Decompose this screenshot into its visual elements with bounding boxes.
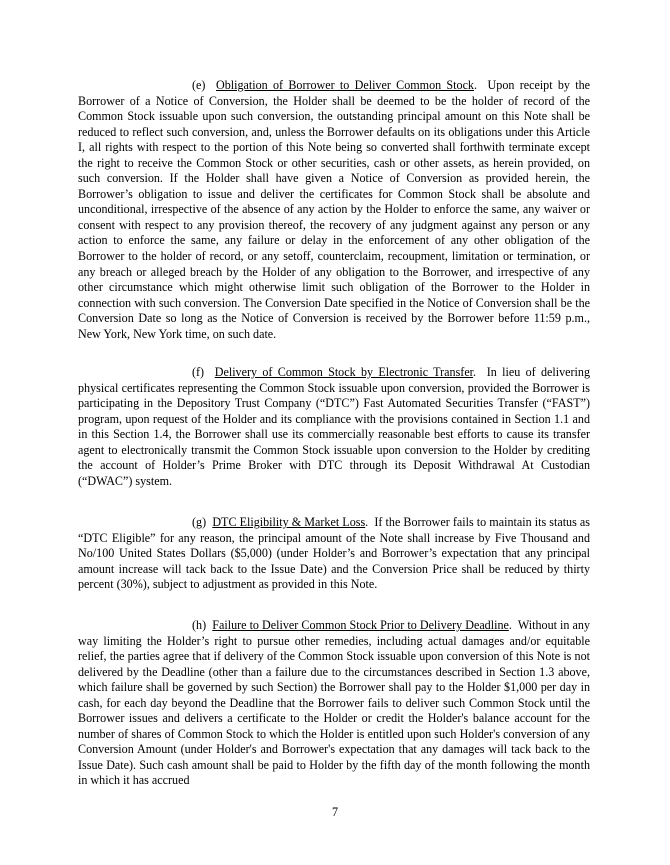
section-h-label: (h) [192,618,207,632]
section-h-paragraph: (h) Failure to Deliver Common Stock Prior to Delivery Deadline. Without in any way limiting the Holder’s right to pursue other remedies, including actual damages and/or equitable relief, the parties agree that if delivery of the Common Stock issuable upon conversion of this Note is not delivered by the Deadline (other than a failure due to the circumstances described in Section 1.3 above, which failure shall be governed by such Section) the Borrower shall pay to the Holder $1,000 per day in cash, for each day beyond the Deadline that the Borrower fails to deliver such Common Stock until the Borrower issues and delivers a certificate to the Holder or credit the Holder's balance account for the number of shares of Common Stock to which the Holder is entitled upon such Holder's conversion of any Conversion Amount (under Holder's and Borrower's expectation that any damages will tack back to the Issue Date). Such cash amount shall be paid to Holder by the fifth day of the month following the month in which it has accrued [78,618,590,788]
section-g-heading: DTC Eligibility & Market Loss [212,515,366,529]
section-f-label: (f) [192,365,205,379]
section-e-body: Upon receipt by the Borrower of a Notice of Conversion, the Holder shall be deemed to be the holder of record of the Common Stock issuable upon such conversion, the outstanding principal amount on this Note shall be reduced to reflect such conversion, and, unless the Borrower defaults on its obligations under this Article I, all rights with respect to the portion of this Note being so converted shall forthwith terminate except the right to receive the Common Stock or other securities, cash or other assets, as herein provided, on such conversion. If the Holder shall have given a Notice of Conversion as provided herein, the Borrower’s obligation to issue and deliver the certificates for Common Stock shall be absolute and unconditional, irrespective of the absence of any action by the Holder to enforce the same, any waiver or consent with respect to any provision thereof, the recovery of any judgment against any person or any action to enforce the same, any failure or delay in the enforcement of any other obligation of the Borrower to the holder of record, or any setoff, counterclaim, recoupment, limitation or termination, or any breach or alleged breach by the Holder of any obligation to the Borrower, and irrespective of any other circumstance which might otherwise limit such obligation of the Borrower to the Holder in connection with such conversion. The Conversion Date specified in the Notice of Conversion shall be the Conversion Date so long as the Notice of Conversion is received by the Borrower before 11:59 p.m., New York, New York time, on such date. [78,78,590,341]
section-h-body: Without in any way limiting the Holder’s right to pursue other remedies, including actual damages and/or equitable relief, the parties agree that if delivery of the Common Stock issuable upon conversion of this Note is not delivered by the Deadline (other than a failure due to the circumstances described in Section 1.3 above, which failure shall be governed by such Section) the Borrower shall pay to the Holder $1,000 per day in cash, for each day beyond the Deadline that the Borrower fails to deliver such Common Stock until the Borrower issues and delivers a certificate to the Holder or credit the Holder's balance account for the number of shares of Common Stock to which the Holder is entitled upon such Holder's conversion of any Conversion Amount (under Holder's and Borrower's expectation that any damages will tack back to the Issue Date). Such cash amount shall be paid to Holder by the fifth day of the month following the month in which it has accrued [78,618,590,788]
section-h-heading: Failure to Deliver Common Stock Prior to Delivery Deadline [212,618,509,632]
section-g-paragraph: (g) DTC Eligibility & Market Loss. If the Borrower fails to maintain its status as “DTC Eligible” for any reason, the principal amount of the Note shall increase by Five Thousand and No/100 United States Dollars ($5,000) (under Holder’s and Borrower’s expectation that any principal amount increase will tack back to the Issue Date) and the Conversion Price shall be reduced by thirty percent (30%), subject to adjustment as provided in this Note. [78,515,590,592]
page-number: 7 [331,805,339,819]
section-e-paragraph: (e) Obligation of Borrower to Deliver Common Stock. Upon receipt by the Borrower of a Notice of Conversion, the Holder shall be deemed to be the holder of record of the Common Stock issuable upon such conversion, the outstanding principal amount on this Note shall be reduced to reflect such conversion, and, unless the Borrower defaults on its obligations under this Article I, all rights with respect to the portion of this Note being so converted shall forthwith terminate except the right to receive the Common Stock or other securities, cash or other assets, as herein provided, on such conversion. If the Holder shall have given a Notice of Conversion as provided herein, the Borrower’s obligation to issue and deliver the certificates for Common Stock shall be absolute and unconditional, irrespective of the absence of any action by the Holder to enforce the same, any waiver or consent with respect to any provision thereof, the recovery of any judgment against any person or any action to enforce the same, any failure or delay in the enforcement of any other obligation of the Borrower to the holder of record, or any setoff, counterclaim, recoupment, limitation or termination, or any breach or alleged breach by the Holder of any obligation to the Borrower, and irrespective of any other circumstance which might otherwise limit such obligation of the Borrower to the Holder in connection with such conversion. The Conversion Date specified in the Notice of Conversion shall be the Conversion Date so long as the Notice of Conversion is received by the Borrower before 11:59 p.m., New York, New York time, on such date. [78,78,590,341]
section-g-body: If the Borrower fails to maintain its status as “DTC Eligible” for any reason, the principal amount of the Note shall increase by Five Thousand and No/100 United States Dollars ($5,000) (under Holder’s and Borrower’s expectation that any principal amount increase will tack back to the Issue Date) and the Conversion Price shall be reduced by thirty percent (30%), subject to adjustment as provided in this Note. [78,515,590,592]
section-e-heading: Obligation of Borrower to Deliver Common Stock [215,78,474,92]
section-f-paragraph: (f) Delivery of Common Stock by Electronic Transfer. In lieu of delivering physical certificates representing the Common Stock issuable upon conversion, provided the Borrower is participating in the Depository Trust Company (“DTC”) Fast Automated Securities Transfer (“FAST”) program, upon request of the Holder and its compliance with the provisions contained in Section 1.1 and in this Section 1.4, the Borrower shall use its commercially reasonable best efforts to cause its transfer agent to electronically transmit the Common Stock issuable upon conversion to the Holder by crediting the account of Holder’s Prime Broker with DTC through its Deposit Withdrawal At Custodian (“DWAC”) system. [78,365,590,488]
section-e-label: (e) [192,78,206,92]
section-f-body: In lieu of delivering physical certificates representing the Common Stock issuable upon conversion, provided the Borrower is participating in the Depository Trust Company (“DTC”) Fast Automated Securities Transfer (“FAST”) program, upon request of the Holder and its compliance with the provisions contained in Section 1.1 and in this Section 1.4, the Borrower shall use its commercially reasonable best efforts to cause its transfer agent to electronically transmit the Common Stock issuable upon conversion to the Holder by crediting the account of Holder’s Prime Broker with DTC through its Deposit Withdrawal At Custodian (“DWAC”) system. [78,365,590,488]
section-g-label: (g) [192,515,207,529]
section-f-heading: Delivery of Common Stock by Electronic Transfer [214,365,474,379]
